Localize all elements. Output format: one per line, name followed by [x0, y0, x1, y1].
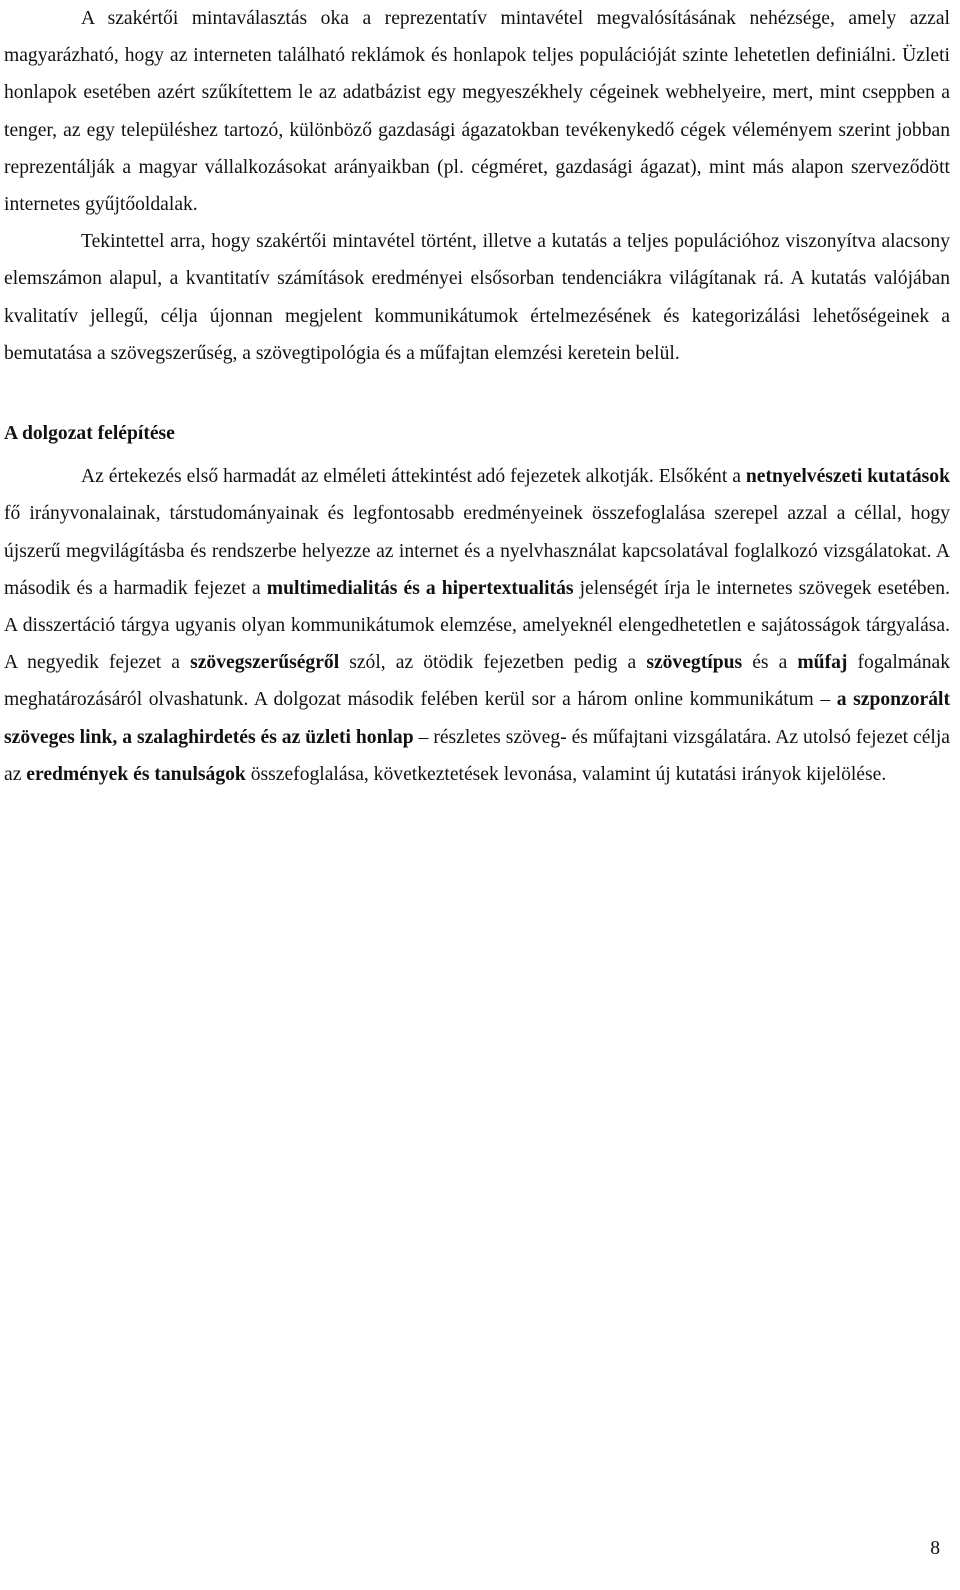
document-page — [4, 0, 950, 793]
bold-term-multimediality: multimedialitás és a hipertextualitás — [266, 577, 574, 599]
text-run: szól, az ötödik fejezetben pedig a — [339, 652, 647, 674]
text-run: – részletes szöveg- és műfajtani vizsgálatára. Az utolsó fejezet célja az — [4, 726, 951, 785]
bold-term-online-communicates: a szponzorált szöveges link, a szalaghirdetés és az üzleti honlap — [4, 689, 950, 748]
text-run: Az értekezés első harmadát az elméleti áttekintést adó fejezetek alkotják. Elsőként a — [81, 466, 746, 488]
bold-term-results: eredmények és tanulságok — [26, 763, 246, 785]
text-run: fogalmának meghatározásáról olvashatunk. A dolgozat második felében kerül sor a három online kommunikátum – — [4, 652, 950, 711]
text-run: és a — [742, 652, 798, 674]
bold-term-text-type: szövegtípus — [646, 652, 743, 674]
paragraph-methodology: Tekintettel arra, hogy szakértői mintavétel történt, illetve a kutatás a teljes populációhoz viszonyítva alacsony elemszámon alapul, a kvantitatív számítások eredményei elsősorban tendenciákra világítanak rá. A kutatás valójában kvalitatív jellegű, célja újonnan megjelent kommunikátumok értelmezésének és kategorizálási lehetőségeinek a bemutatása a szövegszerűség, a szövegtipológia és a műfajtan elemzési keretein belül. — [4, 231, 950, 364]
bold-term-genre: műfaj — [797, 652, 848, 674]
section-heading: A dolgozat felépítése — [4, 423, 175, 445]
text-run: jelenségét írja le internetes szövegek esetében. A disszertáció tárgya ugyanis olyan kommunikátumok elemzése, amelyeknél elengedhetetlen e sajátosságok tárgyalása. A negyedik fejezet a — [4, 577, 950, 674]
text-run: összefoglalása, következtetések levonása, valamint új kutatási irányok kijelölése. — [245, 763, 887, 785]
page-number: 8 — [930, 1538, 940, 1559]
paragraph-sampling-rationale: A szakértői mintaválasztás oka a reprezentatív mintavétel megvalósításának nehézsége, amely azzal magyarázható, hogy az interneten található reklámok és honlapok teljes populációját szinte lehetetlen definiálni. Üzleti honlapok esetében azért szűkítettem le az adatbázist egy megyeszékhely cégeinek webhelyeire, mert, mint cseppben a tenger, az egy településhez tartozó, különböző gazdasági ágazatokban tevékenykedő cégek véleményem szerint jobban reprezentálják a magyar vállalkozásokat arányaikban (pl. cégméret, gazdasági ágazat), mint más alapon szerveződött internetes gyűjtőoldalak. — [4, 8, 950, 216]
bold-term-netlinguistics: netnyelvészeti kutatások — [745, 466, 950, 488]
text-run: fő irányvonalainak, társtudományainak és legfontosabb eredményeinek összefoglalása szerepel azzal a céllal, hogy újszerű megvilágításba és rendszerbe helyezze az internet és a nyelvhasználat kapcsolatával foglalkozó vizsgálatokat. A második és a harmadik fejezet a — [4, 503, 950, 599]
paragraph-structure — [4, 458, 950, 793]
bold-term-textuality: szövegszerűségről — [190, 652, 340, 674]
